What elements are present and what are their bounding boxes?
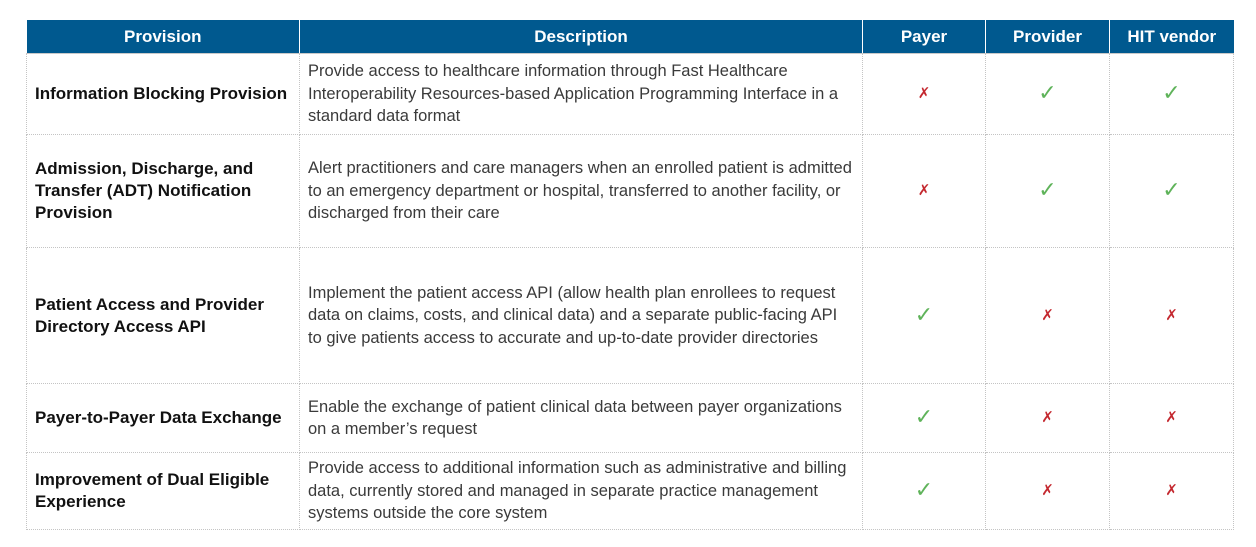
provider-cell xyxy=(986,135,1110,248)
table-row xyxy=(27,135,1234,248)
checkmark-icon: ✓ xyxy=(914,478,934,503)
cross-icon: ✗ xyxy=(1165,305,1178,324)
table-header xyxy=(27,20,1234,54)
cross-icon: ✗ xyxy=(1041,408,1054,426)
hit-vendor-cell xyxy=(1110,54,1234,135)
provision-cell: Improvement of Dual Eligible Experience xyxy=(27,453,300,530)
description-cell: Provide access to additional information such as administrative and billing data, currently stored and managed in separate practice management systems outside the core system xyxy=(300,453,863,530)
table-row xyxy=(27,384,1234,453)
table-row xyxy=(27,54,1234,135)
header-provision: Provision xyxy=(27,20,300,54)
payer-cell xyxy=(863,453,986,530)
provider-cell xyxy=(986,453,1110,530)
table-row xyxy=(27,248,1234,384)
description-cell: Provide access to healthcare information through Fast Healthcare Interoperability Resources-based Application Programming Interface in a standard data format xyxy=(300,54,863,135)
cross-icon: ✗ xyxy=(917,181,931,199)
checkmark-icon: ✓ xyxy=(1162,178,1181,203)
payer-cell xyxy=(863,384,986,453)
cross-icon: ✗ xyxy=(1041,305,1054,324)
description-cell: Enable the exchange of patient clinical data between payer organizations on a member’s request xyxy=(300,384,863,453)
cross-icon: ✗ xyxy=(1165,408,1178,426)
cross-icon: ✗ xyxy=(1041,481,1054,499)
checkmark-icon: ✓ xyxy=(914,405,934,430)
provision-cell: Patient Access and Provider Directory Access API xyxy=(27,248,300,384)
cross-icon: ✗ xyxy=(1165,481,1178,499)
provider-cell xyxy=(986,248,1110,384)
provider-cell xyxy=(986,384,1110,453)
hit-vendor-cell xyxy=(1110,135,1234,248)
provision-cell: Information Blocking Provision xyxy=(27,54,300,135)
provider-cell xyxy=(986,54,1110,135)
description-cell: Implement the patient access API (allow health plan enrollees to request data on claims, costs, and clinical data) and a separate public-facing API to give patients access to accurate and up-to-date provider directories xyxy=(300,248,863,384)
checkmark-icon: ✓ xyxy=(1038,178,1057,203)
table-body xyxy=(27,54,1234,530)
table-row xyxy=(27,453,1234,530)
checkmark-icon: ✓ xyxy=(914,302,934,328)
provisions-table-container xyxy=(26,20,1233,530)
header-hit-vendor: HIT vendor xyxy=(1110,20,1234,54)
cross-icon: ✗ xyxy=(917,84,931,102)
checkmark-icon: ✓ xyxy=(1038,81,1057,106)
payer-cell xyxy=(863,54,986,135)
header-payer: Payer xyxy=(863,20,986,54)
payer-cell xyxy=(863,135,986,248)
description-cell: Alert practitioners and care managers when an enrolled patient is admitted to an emergency department or hospital, transferred to another facility, or discharged from their care xyxy=(300,135,863,248)
hit-vendor-cell xyxy=(1110,453,1234,530)
provisions-table xyxy=(26,20,1234,530)
provision-cell: Payer-to-Payer Data Exchange xyxy=(27,384,300,453)
hit-vendor-cell xyxy=(1110,384,1234,453)
hit-vendor-cell xyxy=(1110,248,1234,384)
header-description: Description xyxy=(300,20,863,54)
checkmark-icon: ✓ xyxy=(1162,81,1181,106)
header-provider: Provider xyxy=(986,20,1110,54)
provision-cell: Admission, Discharge, and Transfer (ADT) Notification Provision xyxy=(27,135,300,248)
payer-cell xyxy=(863,248,986,384)
header-row xyxy=(27,20,1234,54)
